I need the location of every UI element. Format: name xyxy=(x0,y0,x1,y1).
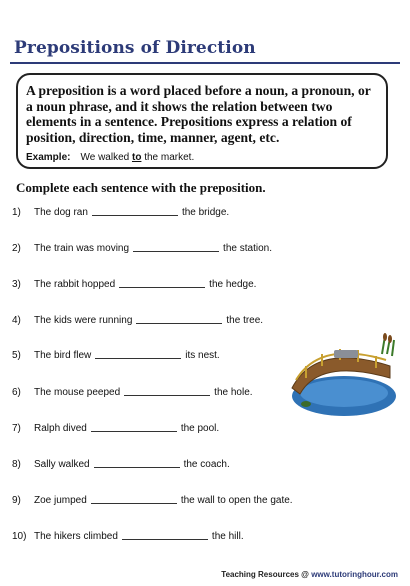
footer-label: Teaching Resources @ xyxy=(221,570,312,579)
question-text-after: the hole. xyxy=(214,387,253,398)
example-line xyxy=(26,152,376,163)
question-text-after: the coach. xyxy=(183,459,230,470)
question-number: 10) xyxy=(12,531,27,542)
question-text-before: Zoe jumped xyxy=(34,495,87,506)
question-text-after: the wall to open the gate. xyxy=(180,495,293,506)
question-text-after: the hill. xyxy=(211,531,244,542)
instructions: Complete each sentence with the preposition. xyxy=(16,180,266,195)
example-before: We walked xyxy=(80,152,132,163)
answer-blank[interactable] xyxy=(91,502,177,504)
answer-blank[interactable] xyxy=(92,214,178,216)
question-text-after: the station. xyxy=(223,243,272,254)
question-text-after: the bridge. xyxy=(181,207,230,218)
question-item xyxy=(12,315,263,326)
pond-surface xyxy=(300,379,388,407)
question-item xyxy=(12,531,244,542)
question-text-before: The train was moving xyxy=(34,243,130,254)
answer-blank[interactable] xyxy=(94,466,180,468)
question-text-after: the pool. xyxy=(180,423,220,434)
example-keyword: to xyxy=(131,152,142,163)
question-item xyxy=(12,423,219,434)
footer-link[interactable]: www.tutoringhour.com xyxy=(311,570,398,579)
example-label: Example: xyxy=(26,152,71,163)
answer-blank[interactable] xyxy=(133,250,219,252)
question-text-before: The mouse peeped xyxy=(34,387,121,398)
example-after: the market. xyxy=(141,152,195,163)
answer-blank[interactable] xyxy=(122,538,208,540)
question-text-before: The kids were running xyxy=(34,315,133,326)
question-number: 2) xyxy=(12,243,21,254)
question-text-before: Ralph dived xyxy=(34,423,87,434)
question-number: 1) xyxy=(12,207,21,218)
question-text-before: The bird flew xyxy=(34,350,92,361)
cattail xyxy=(388,335,392,343)
definition-text: A preposition is a word placed before a noun, a pronoun, or a noun phrase, and it shows the relation between two elements in a sentence. Prepositions express a relation of position, direction, time, manner, agent, etc. xyxy=(26,83,371,145)
question-number: 4) xyxy=(12,315,21,326)
answer-blank[interactable] xyxy=(95,357,181,359)
question-item xyxy=(12,350,220,361)
question-item xyxy=(12,207,229,218)
question-text-after: the hedge. xyxy=(209,279,257,290)
question-text-before: The hikers climbed xyxy=(34,531,118,542)
answer-blank[interactable] xyxy=(124,394,210,396)
answer-blank[interactable] xyxy=(136,322,222,324)
bridge-illustration xyxy=(286,332,400,418)
lily-pad xyxy=(301,401,311,407)
question-item xyxy=(12,243,272,254)
answer-blank[interactable] xyxy=(119,286,205,288)
question-text-before: The rabbit hopped xyxy=(34,279,116,290)
question-item xyxy=(12,495,293,506)
worksheet-title: Prepositions of Direction xyxy=(14,38,256,58)
question-text-after: the tree. xyxy=(226,315,264,326)
definition-box xyxy=(16,73,388,169)
question-item xyxy=(12,459,230,470)
question-number: 5) xyxy=(12,350,21,361)
question-number: 6) xyxy=(12,387,21,398)
answer-blank[interactable] xyxy=(91,430,177,432)
question-number: 8) xyxy=(12,459,21,470)
title-underline xyxy=(10,62,400,64)
question-text-after: its nest. xyxy=(185,350,220,361)
cattail xyxy=(383,333,387,341)
question-item xyxy=(12,279,256,290)
footer-credit xyxy=(221,570,398,579)
question-number: 9) xyxy=(12,495,21,506)
question-text-before: The dog ran xyxy=(34,207,88,218)
question-number: 7) xyxy=(12,423,21,434)
question-text-before: Sally walked xyxy=(34,459,90,470)
stone-arch xyxy=(334,350,358,358)
question-number: 3) xyxy=(12,279,21,290)
question-item xyxy=(12,387,253,398)
